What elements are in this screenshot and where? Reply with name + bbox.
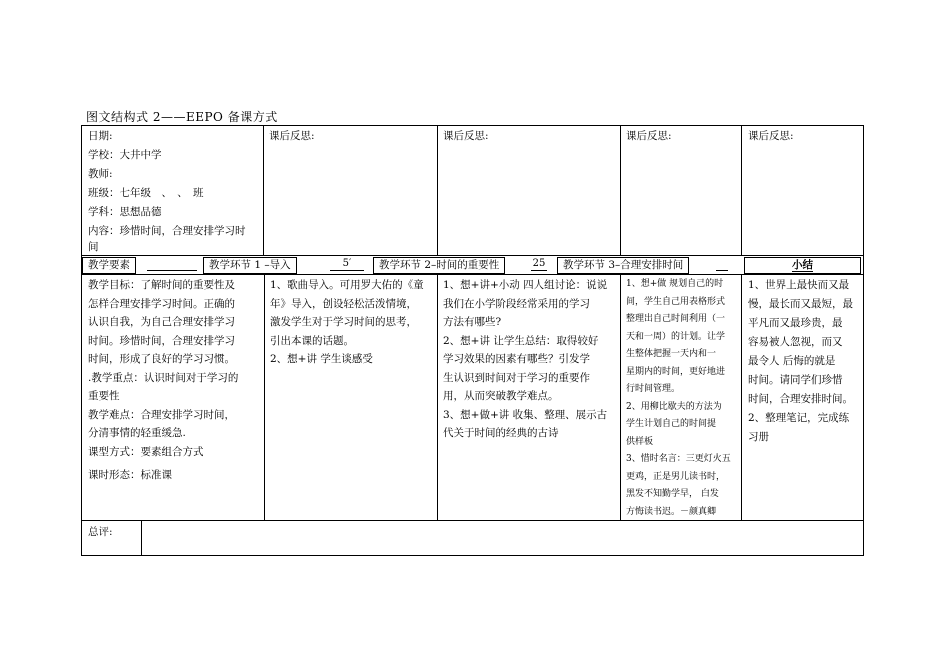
key-point-line: .教学重点：认识时间对于学习的	[88, 371, 239, 384]
column-divider	[437, 274, 438, 520]
teaching-elements-column	[88, 276, 238, 485]
text-line: 我们在小学阶段经常采用的学习	[443, 297, 590, 310]
goal-line: 教学目标：了解时间的重要性及	[88, 279, 235, 291]
text-line: 3、惜时名言：三更灯火五	[626, 454, 731, 464]
text-line: 1、想+做 规划自己的时	[626, 279, 724, 289]
column-divider	[437, 125, 438, 256]
text-line: 学生计划自己的时间提	[626, 419, 717, 429]
difficulty-line: 教学难点：合理安排学习时间，	[88, 408, 235, 421]
text-line: 2、想+讲 让学生总结：取得较好	[443, 334, 599, 347]
text-line: 更鸡，正是男儿读书时，	[626, 471, 726, 482]
lesson-form-line: 课时形态：标准课	[88, 469, 172, 481]
text-line: 2、整理笔记，完成练	[748, 412, 850, 424]
link-1-column	[270, 276, 424, 369]
row-divider-middle	[81, 274, 864, 275]
teaching-link-2-label: 教学环节 2–时间的重要性	[373, 257, 505, 274]
text-line: 1、想+讲+小动 四人组讨论：说说	[443, 279, 608, 291]
link-1-duration: 5′	[330, 257, 364, 271]
text-line: 行时间管理。	[626, 384, 681, 394]
link-3-column	[626, 276, 731, 521]
text-line: 习册	[748, 431, 769, 443]
text-line: 2、用柳比歇夫的方法为	[626, 401, 722, 412]
column-divider	[741, 125, 742, 256]
row-divider-bottom	[81, 520, 864, 521]
text-line: 黑发不知勤学早， 白发	[626, 489, 719, 499]
column-divider	[263, 125, 264, 256]
teaching-link-3-label: 教学环节 3–合理安排时间	[557, 257, 689, 274]
teacher-field: 教师:	[88, 168, 113, 180]
column-divider	[620, 125, 621, 256]
text-line: 学习效果的因素有哪些？引发学	[443, 353, 590, 365]
text-line: 间，学生自己用表格形式	[626, 296, 726, 307]
link-2-column	[443, 276, 607, 443]
text-line: 方法有哪些?	[443, 316, 502, 328]
blank-underline	[147, 257, 197, 271]
text-line: 整理出自己时间利用（一	[626, 314, 726, 324]
goal-line: 认识自我，为自己合理安排学习	[88, 316, 235, 328]
summary-label	[744, 257, 861, 274]
text-line: 供样板	[626, 436, 654, 447]
link-2-duration: 25	[532, 258, 546, 269]
text-line: 年》导入，创设轻松活泼情境，	[270, 297, 417, 310]
text-line: 天和一周）的计划。让学	[626, 331, 726, 342]
goal-line: 时间。珍惜时间，合理安排学习	[88, 334, 235, 347]
text-line: 最令人 后悔的就是	[748, 355, 836, 367]
reflection-label: 课后反思:	[626, 130, 672, 142]
text-line: 引出本课的话题。	[270, 334, 354, 347]
text-line: 时间，合理安排时间。	[748, 393, 853, 405]
difficulty-line: 分清事情的轻重缓急.	[88, 427, 186, 439]
text-line: 用，从而突破教学难点。	[443, 390, 559, 402]
text-line: 1、歌曲导入。可用罗大佑的《童	[270, 279, 424, 291]
text-line: 2、想+讲 学生谈感受	[270, 353, 373, 365]
text-line: 时间。请同学们珍惜	[748, 374, 843, 386]
goal-line: 怎样合理安排学习时间。正确的	[88, 297, 235, 310]
column-divider	[741, 274, 742, 520]
text-line: 方悔读书迟。－颜真卿	[626, 506, 717, 517]
column-divider	[264, 274, 265, 520]
overall-comment-label: 总评:	[88, 526, 113, 538]
summary-column	[748, 276, 853, 447]
text-line: 3、想+做+讲 收集、整理、展示古	[443, 408, 608, 421]
column-divider	[141, 520, 142, 556]
text-line: 激发学生对于学习时间的思考，	[270, 316, 417, 328]
summary-label-text: 小结	[792, 259, 813, 271]
text-line: 生认识到时间对于学习的重要作	[443, 371, 590, 384]
blank-underline	[716, 257, 728, 271]
text-line: 1、世界上最快而又最	[748, 279, 850, 291]
row-divider-top	[81, 255, 864, 256]
key-point-line: 重要性	[88, 390, 120, 402]
text-line: 平凡而又最珍贵，最	[748, 317, 843, 329]
column-divider	[620, 274, 621, 520]
teaching-link-1-label: 教学环节 1 –导入	[203, 257, 297, 274]
teaching-elements-label: 教学要素	[82, 257, 136, 274]
school-field: 学校：大井中学	[88, 149, 162, 161]
text-line: 星期内的时间，更好地进	[626, 366, 726, 377]
text-line: 代关于时间的经典的古诗	[443, 427, 559, 439]
goal-line: 时间，形成了良好的学习习惯。	[88, 353, 235, 365]
class-field: 班级：七年级 、 、 班	[88, 187, 204, 199]
text-line: 容易被人忽视，而又	[748, 336, 843, 348]
text-line: 慢，最长而又最短，最	[748, 298, 853, 310]
lesson-type-line: 课型方式：要素组合方式	[88, 445, 204, 458]
info-cell	[88, 127, 246, 253]
reflection-label: 课后反思:	[748, 130, 794, 142]
reflection-label: 课后反思:	[443, 130, 489, 142]
subject-field: 学科：思想品德	[88, 206, 162, 218]
date-field: 日期:	[88, 130, 113, 142]
document-title: 图文结构式 2——EEPO 备课方式	[86, 110, 278, 124]
content-field-continued: 间	[88, 241, 99, 253]
reflection-label: 课后反思:	[269, 130, 315, 142]
text-line: 生整体把握一天内和一	[626, 349, 717, 359]
content-field: 内容：珍惜时间，合理安排学习时	[88, 225, 246, 237]
